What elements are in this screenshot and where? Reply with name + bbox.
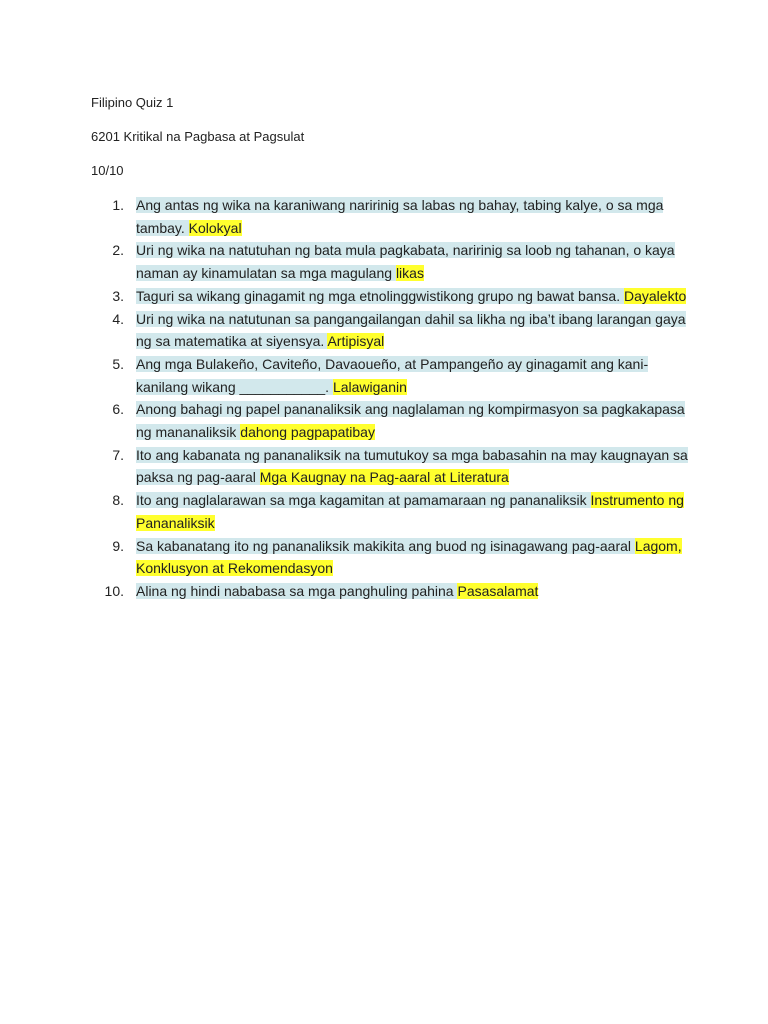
answer-text: dahong pagpapatibay xyxy=(240,424,375,441)
question-text: Ito ang naglalarawan sa mga kagamitan at pamamaraan ng pananaliksik xyxy=(136,492,587,509)
list-item xyxy=(100,239,690,284)
quiz-score: 10/10 xyxy=(91,163,124,178)
list-item xyxy=(100,580,690,603)
answer-text: Artipisyal xyxy=(327,333,385,350)
question-separator xyxy=(587,492,591,508)
list-item xyxy=(100,398,690,443)
question-text: Anong bahagi ng papel pananaliksik ang naglalaman ng kompirmasyon sa pagkakapasa ng mananaliksik xyxy=(136,401,685,441)
question-list xyxy=(100,194,690,603)
list-item xyxy=(100,444,690,489)
question-number: 8. xyxy=(112,492,124,509)
answer-text: Dayalekto xyxy=(623,287,687,304)
question-number: 2. xyxy=(112,242,124,259)
question-text: Ang antas ng wika na karaniwang naririnig sa labas ng bahay, tabing kalye, o sa mga tambay. xyxy=(136,197,664,236)
question-number: 1. xyxy=(112,197,124,213)
quiz-title: Filipino Quiz 1 xyxy=(91,95,174,110)
answer-text: Instrumento ng Pananaliksik xyxy=(136,492,684,531)
question-number: 4. xyxy=(112,310,124,327)
answer-text: Lagom, Konklusyon at Rekomendasyon xyxy=(136,537,682,577)
question-text: Taguri sa wikang ginagamit ng mga etnolinggwistikong grupo ng bawat bansa. xyxy=(136,287,621,304)
list-item xyxy=(100,489,690,534)
answer-text: Kolokyal xyxy=(188,219,242,236)
question-number: 3. xyxy=(112,287,124,304)
question-number: 7. xyxy=(112,446,124,463)
answer-text: Pasasalamat xyxy=(457,582,539,599)
question-text: Alina ng hindi nababasa sa mga panghuling pahina xyxy=(136,582,454,599)
answer-text: Mga Kaugnay na Pag-aaral at Literatura xyxy=(259,469,509,486)
answer-text: Lalawiganin xyxy=(332,378,407,395)
question-number: 6. xyxy=(112,401,124,418)
list-item xyxy=(100,194,690,239)
question-text: Uri ng wika na natutuhan ng bata mula pagkabata, naririnig sa loob ng tahanan, o kaya naman ay kinamulatan sa mga magulang xyxy=(136,242,675,282)
question-text: Ito ang kabanata ng pananaliksik na tumutukoy sa mga babasahin na may kaugnayan sa paksa ng pag-aaral xyxy=(136,446,688,486)
question-number: 9. xyxy=(112,537,124,554)
answer-text: likas xyxy=(395,265,424,282)
question-text: Uri ng wika na natutunan sa pangangailangan dahil sa likha ng iba’t ibang larangan gaya ng sa matematika at siyensya. xyxy=(136,310,686,350)
question-number: 5. xyxy=(112,355,124,372)
course-title: 6201 Kritikal na Pagbasa at Pagsulat xyxy=(91,129,305,144)
list-item xyxy=(100,285,690,308)
question-number: 10. xyxy=(104,582,124,599)
question-text: Sa kabanatang ito ng pananaliksik makikita ang buod ng isinagawang pag-aaral xyxy=(136,537,632,554)
list-item xyxy=(100,353,690,398)
list-item xyxy=(100,308,690,353)
question-text: Ang mga Bulakeño, Caviteño, Davaoueño, at Pampangeño ay ginagamit ang kani-kanilang wikang ___________. xyxy=(136,355,649,395)
list-item xyxy=(100,535,690,580)
